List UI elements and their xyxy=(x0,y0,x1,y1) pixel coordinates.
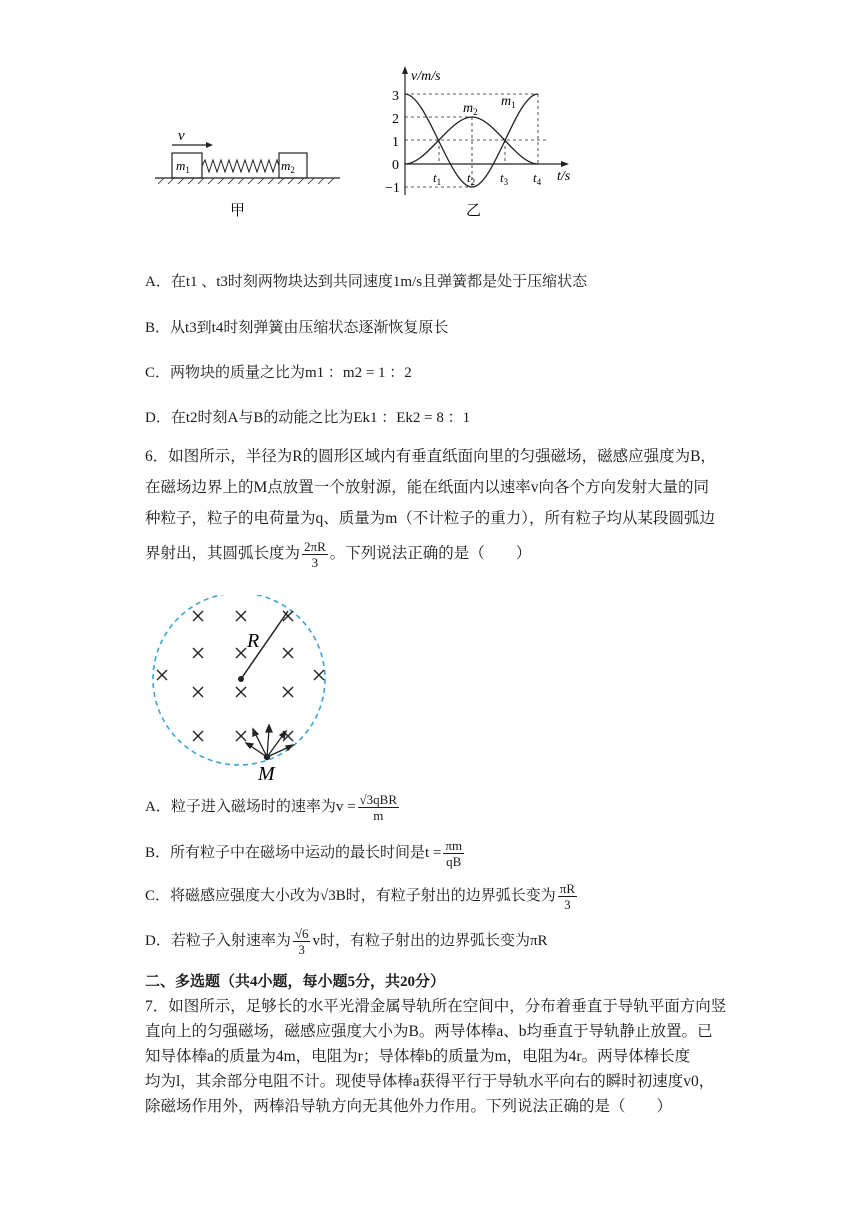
block-m2-sub: 2 xyxy=(290,165,295,175)
figure-yi xyxy=(365,60,595,225)
radius-label: R xyxy=(247,630,260,652)
q6-line-4-post: 。下列说法正确的是（ ） xyxy=(329,545,532,562)
q6-line-2: 在磁场边界上的M点放置一个放射源，能在纸面内以速率v向各个方向发射大量的同 xyxy=(145,479,710,496)
q7-stem xyxy=(145,994,845,1119)
q6-line-4 xyxy=(145,538,845,570)
y-tick-1: 1 xyxy=(392,135,399,150)
q6-line-1: 6．如图所示，半径为R的圆形区域内有垂直纸面向里的匀强磁场，磁感应强度为B， xyxy=(145,448,716,465)
q5-option-a: A．在t1 、t3时刻两物块达到共同速度1m/s且弹簧都是处于压缩状态 xyxy=(145,274,588,290)
q6-option-d: D．若粒子入射速率为 $\frac{√6}{3}$ v时，有粒子射出的边界弧长变为πR xyxy=(145,926,548,957)
figure-jia xyxy=(150,120,350,230)
q7-line-4: 均为l，其余部分电阻不计。现使导体棒a获得平行于导轨水平向右的瞬时初速度v0， xyxy=(145,1073,715,1090)
q6-option-a: A．粒子进入磁场时的速率为v = $\frac{\text{√3qBR}}{m}$ xyxy=(145,792,398,823)
q6-option-c: C．将磁感应强度大小改为√3B时，有粒子射出的边界弧长变为 $\frac{\pi R}{3}$ xyxy=(145,881,575,912)
figure-magnetic-circle xyxy=(145,595,335,785)
block-m1-label: m xyxy=(176,158,186,173)
block-m2-label: m xyxy=(281,158,291,173)
svg-text:m1: $m_1$ xyxy=(501,94,516,110)
figure-yi-caption: 乙 xyxy=(466,203,482,219)
q5-option-d: D．在t2时刻A与B的动能之比为Ek1 ：Ek2 = 8 ：1 xyxy=(145,410,471,426)
svg-text:t4: $t_4$ xyxy=(533,170,542,187)
q5-option-b: B．从t3到t4时刻弹簧由压缩状态逐渐恢复原长 xyxy=(145,320,449,336)
ground-hatch xyxy=(158,178,334,184)
y-axis-label: v/m/s xyxy=(411,69,441,84)
x-tick-t4: t xyxy=(533,170,537,185)
velocity-label: v xyxy=(178,128,185,144)
spring xyxy=(202,160,279,172)
source-label-m: M xyxy=(258,763,275,785)
svg-text:t3: $t_3$ xyxy=(500,170,509,187)
q7-line-5: 除磁场作用外，两棒沿导轨方向无其他外力作用。下列说法正确的是（ ） xyxy=(145,1098,673,1115)
curve-m2-label: m xyxy=(463,101,474,116)
q7-line-1: 7．如图所示，足够长的水平光滑金属导轨所在空间中，分布着垂直于导轨平面方向竖 xyxy=(145,998,727,1015)
curve-m1-label: m xyxy=(501,94,512,109)
q6-line-3: 种粒子，粒子的电荷量为q、质量为m（不计粒子的重力），所有粒子均从某段圆弧边 xyxy=(145,510,716,527)
q7-line-2: 直向上的匀强磁场，磁感应强度大小为B。两导体棒a、b均垂直于导轨静止放置。已 xyxy=(145,1023,713,1040)
y-tick-0: 0 xyxy=(392,158,399,173)
field-crosses xyxy=(157,611,324,741)
svg-text:t1: $t_1$ xyxy=(433,170,442,187)
q7-line-3: 知导体棒a的质量为4m，电阻为r；导体棒b的质量为m，电阻为4r。两导体棒长度 xyxy=(145,1048,691,1065)
x-tick-t1: t xyxy=(433,170,437,185)
emission-arrows xyxy=(246,725,293,757)
q6-line-4-pre: 界射出，其圆弧长度为 xyxy=(145,545,301,562)
velocity-arrowhead xyxy=(206,142,213,148)
x-tick-t2: t xyxy=(467,170,471,185)
section-2-heading: 二、多选题（共4小题，每小题5分，共20分） xyxy=(145,974,446,990)
svg-text:m2: $m_2$ xyxy=(463,101,478,117)
q6-option-b: B．所有粒子中在磁场中运动的最长时间是t = $\frac{\pi m}{qB}$ xyxy=(145,838,463,869)
figure-jia-caption: 甲 xyxy=(230,203,246,219)
block-m1-sub: 1 xyxy=(185,165,190,175)
q6-arc-fraction: $\frac{2\pi R}{3}$ xyxy=(304,538,326,570)
svg-text:t2: $t_2$ xyxy=(467,170,476,187)
curve-m2 xyxy=(405,117,538,164)
x-axis-label: t/s xyxy=(557,169,571,184)
x-tick-t3: t xyxy=(500,170,504,185)
q5-option-c: C．两物块的质量之比为m1 ：m2 = 1 ：2 xyxy=(145,365,412,381)
y-tick-3: 3 xyxy=(392,89,399,104)
q6-stem xyxy=(145,441,845,570)
y-tick-2: 2 xyxy=(392,112,399,127)
y-tick-neg1: −1 xyxy=(385,181,400,196)
